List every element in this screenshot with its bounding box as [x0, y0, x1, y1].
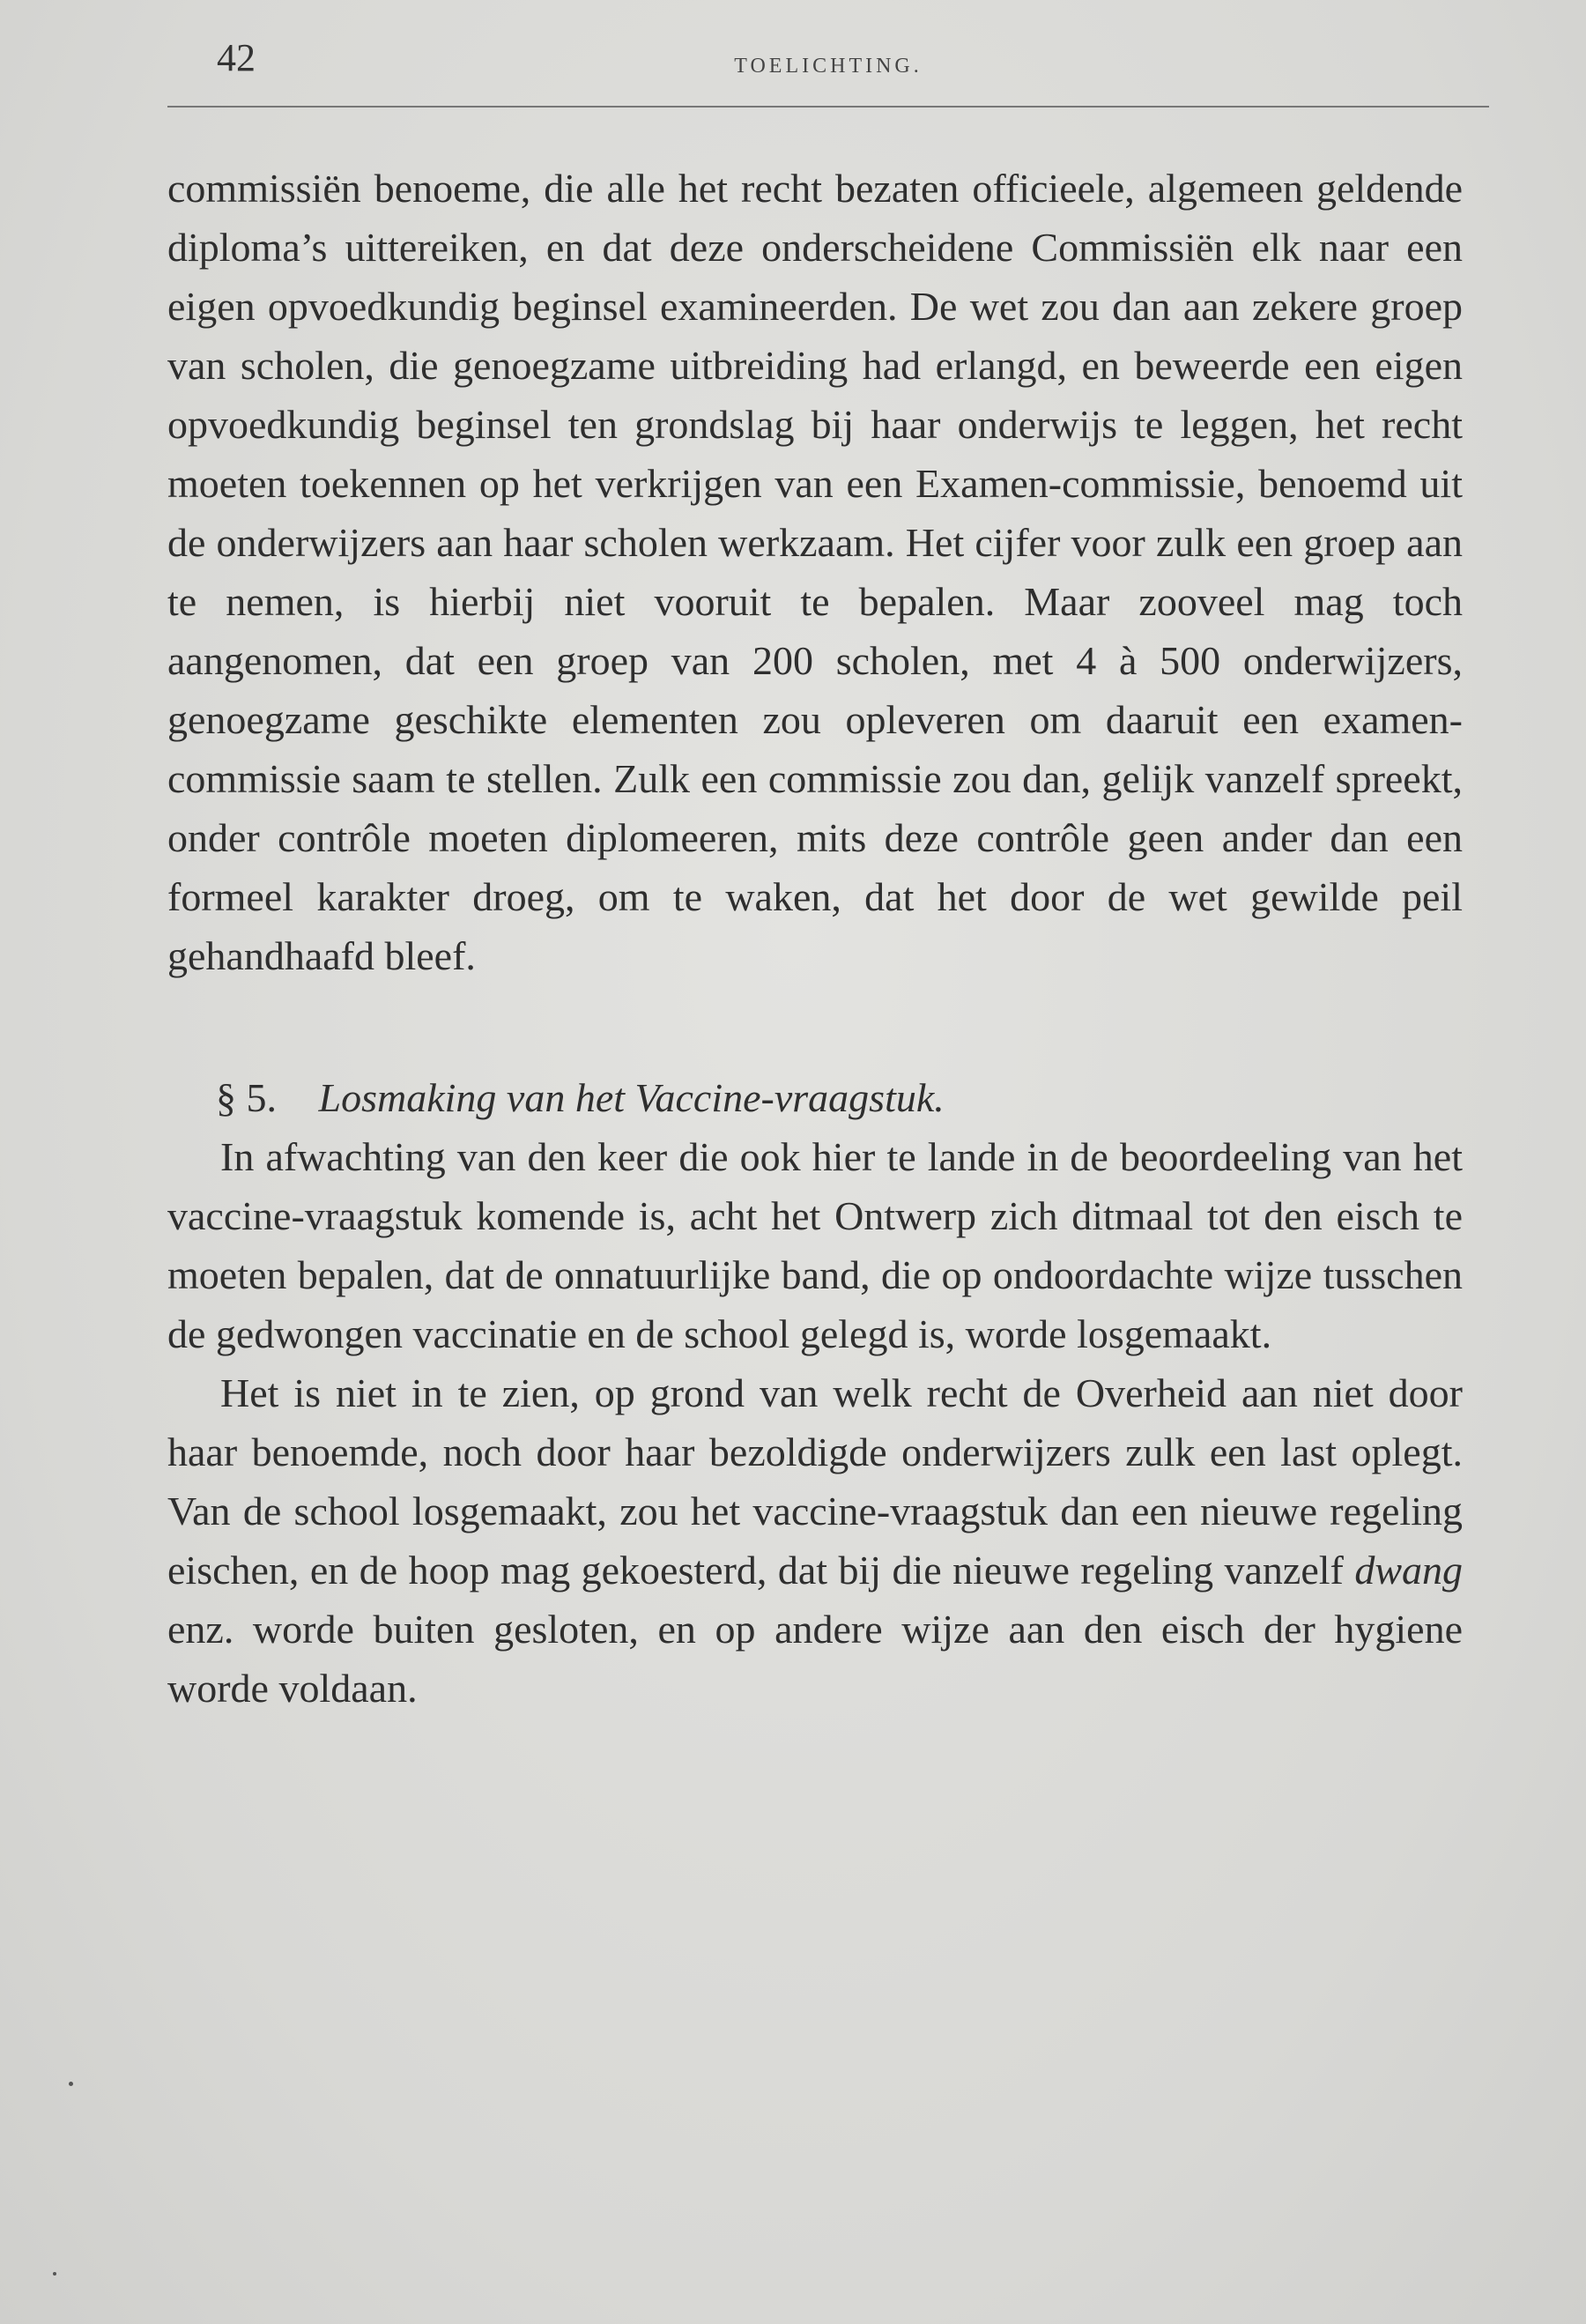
- scan-speck: [69, 2082, 73, 2086]
- page-number: 42: [217, 36, 256, 79]
- running-head: TOELICHTING.: [734, 55, 923, 78]
- section-number: § 5.: [216, 1075, 277, 1120]
- header-rule: [167, 106, 1489, 108]
- emphasized-word: dwang: [1354, 1548, 1463, 1593]
- page-header: [167, 35, 1489, 115]
- section-paragraph: [167, 1363, 1463, 1718]
- paragraph-text: Het is niet in te zien, op grond van welk recht de Overheid aan niet door haar benoemde, noch door haar bezoldigde onderwijzers zulk een last oplegt. Van de school losgemaakt, zou het vaccine-vraagstuk dan een nieuwe regeling eischen, en de hoop mag gekoesterd, dat bij die nieuwe regeling vanzelf: [167, 1370, 1463, 1593]
- body-paragraph: commissiën benoeme, die alle het recht bezaten officieele, algemeen geldende diploma’s uittereiken, en dat deze onderscheidene Commissiën elk naar een eigen opvoedkundig beginsel examineerden. De wet zou dan aan zekere groep van scholen, die genoegzame uitbreiding had erlangd, en beweerde een eigen opvoedkundig beginsel ten grondslag bij haar onderwijs te leggen, het recht moeten toekennen op het verkrijgen van een Examen-commissie, benoemd uit de onderwijzers aan haar scholen werkzaam. Het cijfer voor zulk een groep aan te nemen, is hierbij niet vooruit te bepalen. Maar zooveel mag toch aangenomen, dat een groep van 200 scholen, met 4 à 500 onderwijzers, genoegzame geschikte elementen zou opleveren om daaruit een examen-commissie saam te stellen. Zulk een commissie zou dan, gelijk vanzelf spreekt, onder contrôle moeten diplomeeren, mits deze contrôle geen ander dan een formeel karakter droeg, om te waken, dat het door de wet gewilde peil gehandhaafd bleef.: [167, 166, 1463, 978]
- scan-speck: [53, 2272, 56, 2276]
- paragraph-text: enz. worde buiten gesloten, en op andere wijze aan den eisch der hygiene worde voldaan.: [167, 1607, 1463, 1711]
- section-heading: [167, 1068, 1463, 1127]
- section-title: Losmaking van het Vaccine-vraagstuk.: [318, 1075, 945, 1120]
- page-body: [167, 159, 1463, 1718]
- section-paragraph: In afwachting van den keer die ook hier te lande in de beoordeeling van het vaccine-vraagstuk komende is, acht het Ontwerp zich ditmaal tot den eisch te moeten bepalen, dat de onnatuurlijke band, die op ondoordachte wijze tusschen de gedwongen vaccinatie en de school gelegd is, worde losgemaakt.: [167, 1134, 1463, 1356]
